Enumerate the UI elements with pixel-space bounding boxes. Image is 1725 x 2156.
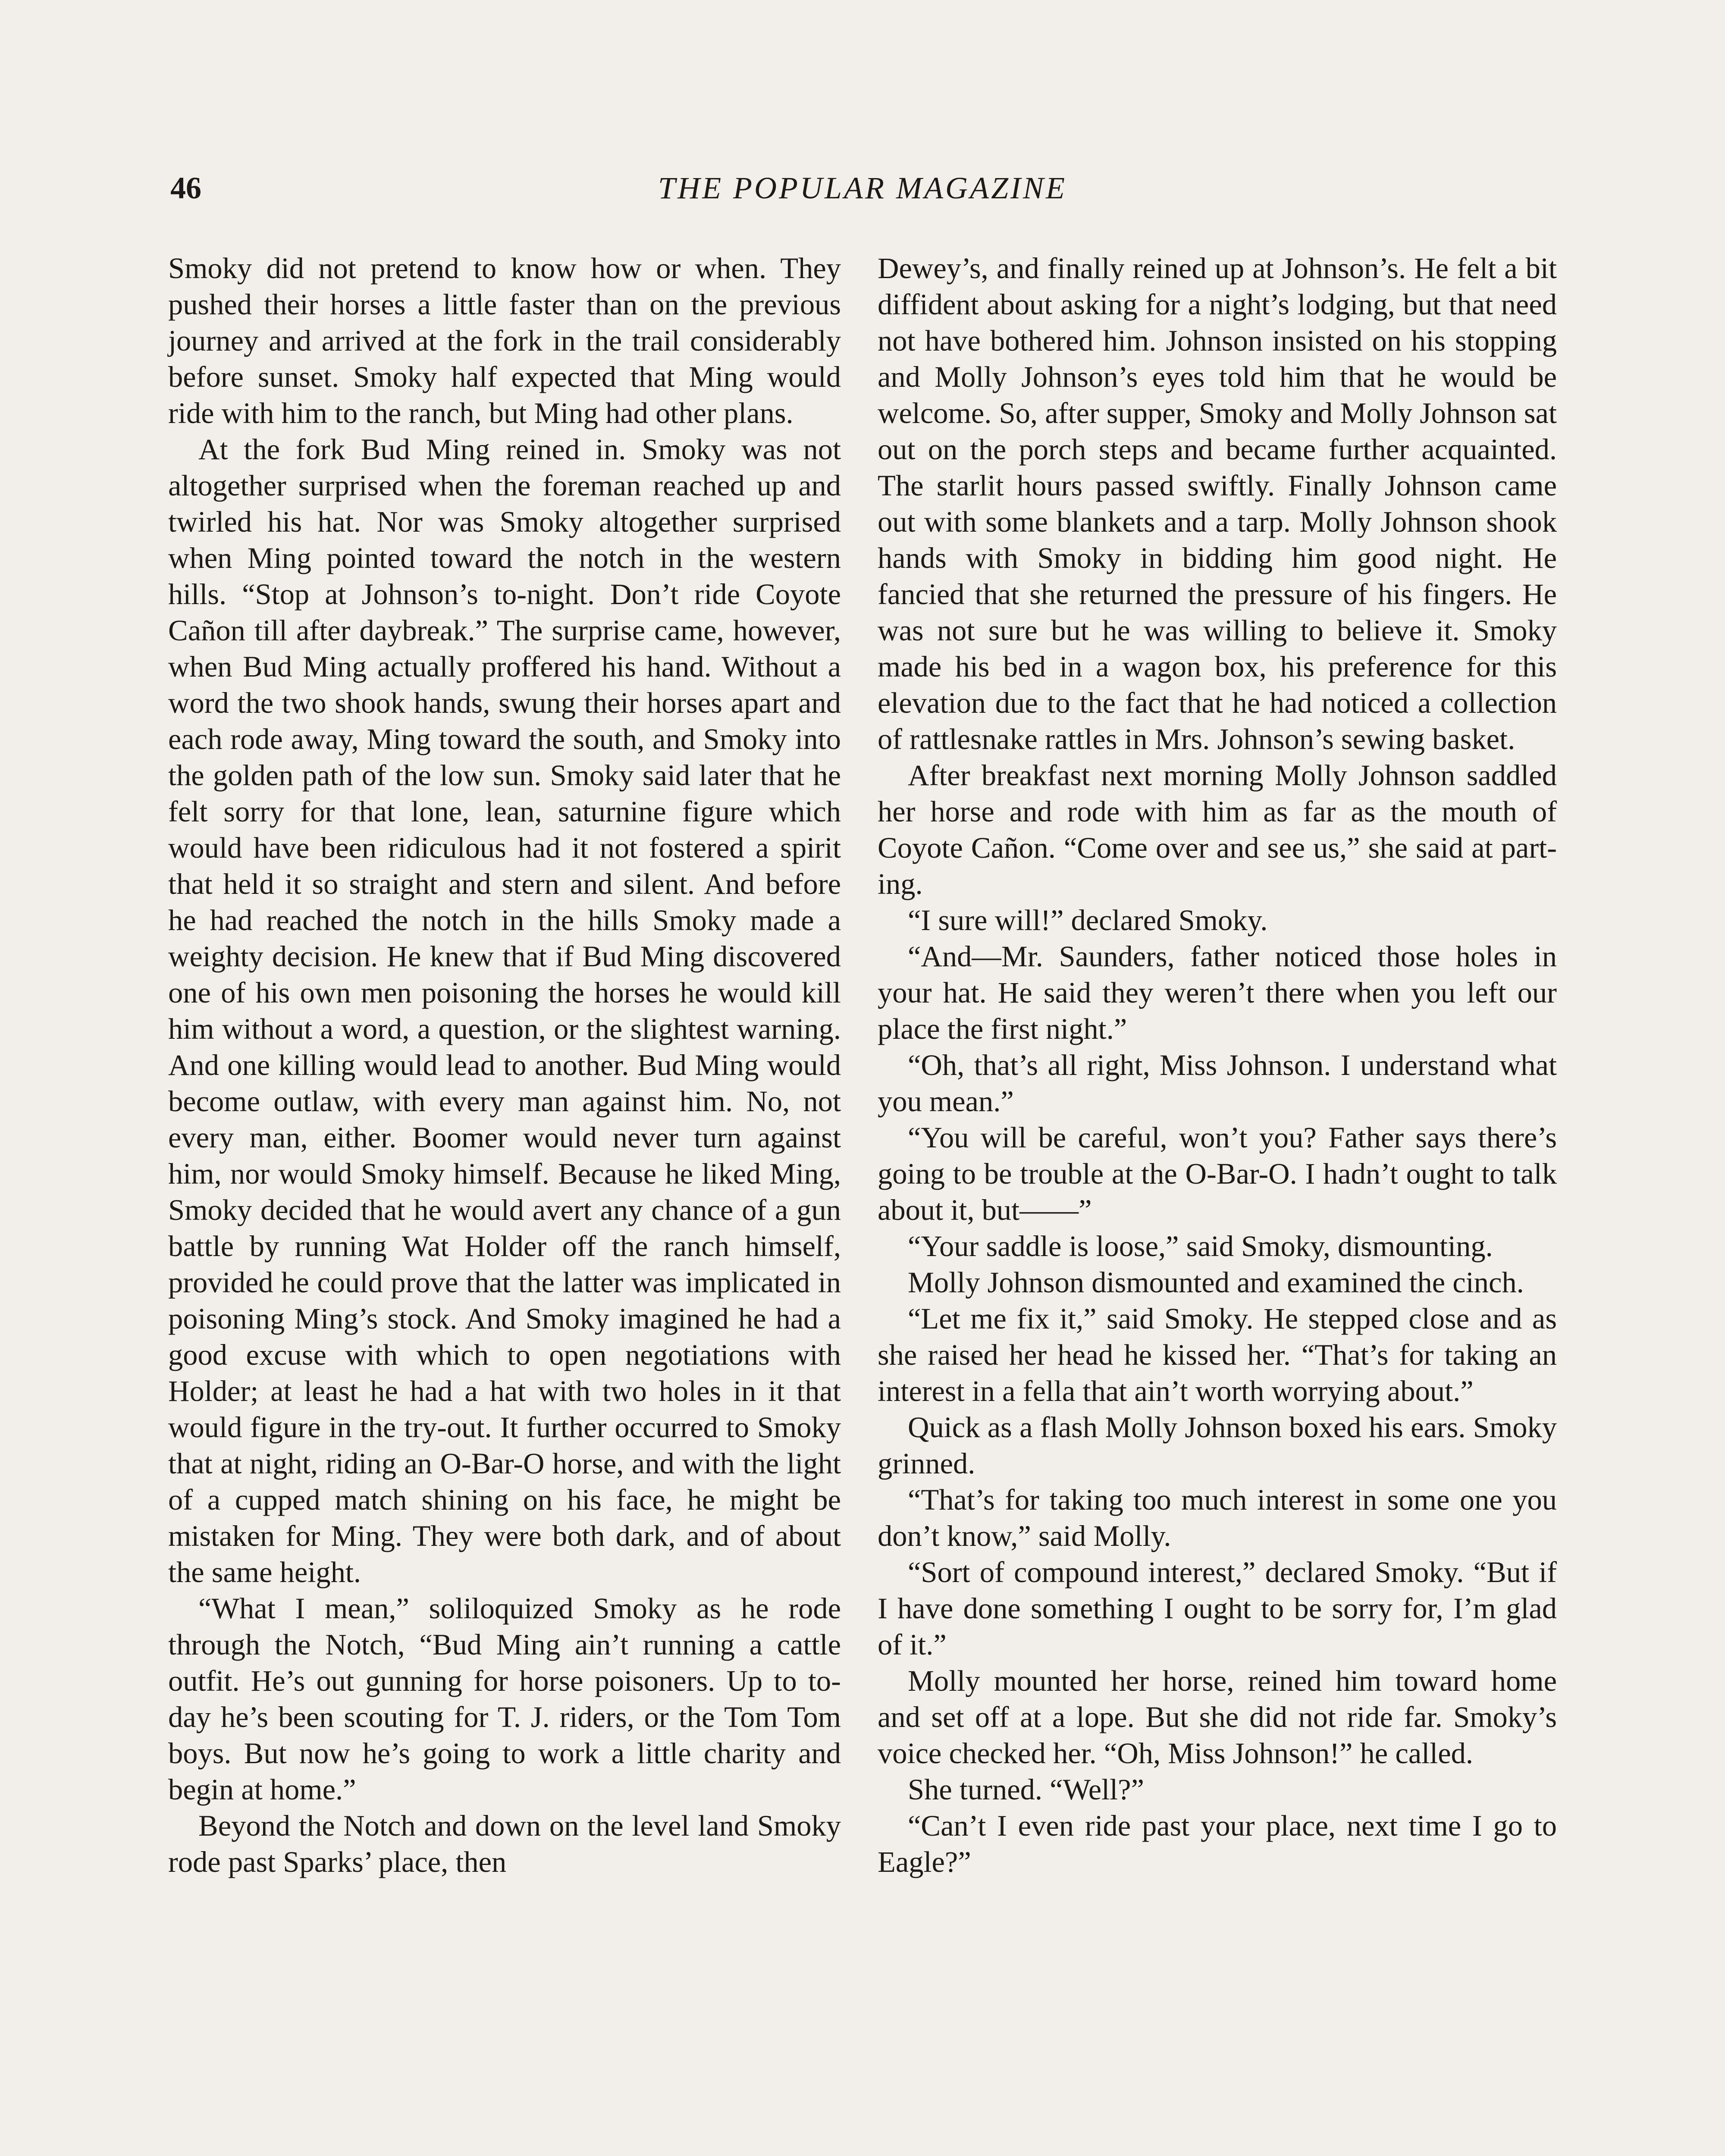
paragraph: At the fork Bud Ming reined in. Smoky was not altogether surprised when the foreman reached up and twirled his hat. Nor was Smoky altogether surprised when Ming pointed toward the notch in the western hills. “Stop at Johnson’s to-night. Don’t ride Coyote Cañon till after daybreak.” The surprise came, however, when Bud Ming actually proffered his hand. Without a word the two shook hands, swung their horses apart and each rode away, Ming toward the south, and Smoky into the golden path of the low sun. Smoky said later that he felt sorry for that lone, lean, saturnine figure which would have been ridiculous had it not fostered a spirit that held it so straight and stern and silent. And before he had reached the notch in the hills Smoky made a weighty decision. He knew that if Bud Ming discovered one of his own men poisoning the horses he would kill him without a word, a question, or the slightest warning. And one killing would lead to another. Bud Ming would become outlaw, with every man against him. No, not every man, either. Boomer would never turn against him, nor would Smoky himself. Because he liked Ming, Smoky decided that he would avert any chance of a gun battle by running Wat Holder off the ranch himself, provided he could prove that the latter was implicated in poisoning Ming’s stock. And Smoky imagined he had a good excuse with which to open negotiations with Holder; at least he had a hat with two holes in it that would figure in the try-out. It further occurred to Smoky that at night, riding an O-Bar-O horse, and with the light of a cupped match shining on his face, he might be mistaken for Ming. They were both dark, and of about the same height. <box>168 433 841 1589</box>
running-head: THE POPULAR MAGAZINE <box>658 171 1067 205</box>
paragraph: Molly Johnson dismounted and examined the cinch. <box>908 1266 1524 1299</box>
paragraph: “Sort of compound interest,” declared Smoky. “But if I have done something I ought to be sorry for, I’m glad of it.” <box>878 1556 1557 1661</box>
paragraph: “I sure will!” declared Smoky. <box>908 904 1268 937</box>
paragraph: “You will be careful, won’t you? Father says there’s going to be trouble at the O-Bar-O. I hadn’t ought to talk about it, but——” <box>878 1121 1557 1226</box>
paragraph: Dewey’s, and finally reined up at Johnson’s. He felt a bit diffident about asking for a night’s lodging, but that need not have bothered him. Johnson insisted on his stopping and Molly Johnson’s eyes told him that he would be welcome. So, after supper, Smoky and Molly Johnson sat out on the porch steps and became further acquainted. The starlit hours passed swiftly. Finally Johnson came out with some blankets and a tarp. Molly Johnson shook hands with Smoky in bidding him good night. He fancied that she returned the pressure of his fingers. He was not sure but he was willing to believe it. Smoky made his bed in a wagon box, his preference for this elevation due to the fact that he had noticed a collection of rattlesnake rattles in Mrs. Johnson’s sewing basket. <box>878 252 1557 755</box>
left-column <box>168 250 841 1880</box>
paragraph: Quick as a flash Molly Johnson boxed his ears. Smoky grinned. <box>878 1411 1557 1480</box>
paragraph: Beyond the Notch and down on the level land Smoky rode past Sparks’ place, then <box>168 1809 841 1878</box>
paragraph: “Oh, that’s all right, Miss Johnson. I understand what you mean.” <box>878 1049 1557 1118</box>
paragraph: “Your saddle is loose,” said Smoky, dismounting. <box>908 1230 1493 1263</box>
paragraph: Smoky did not pretend to know how or when. They pushed their horses a little faster than on the previous journey and arrived at the fork in the trail considerably before sunset. Smoky half expected that Ming would ride with him to the ranch, but Ming had other plans. <box>168 252 841 429</box>
paragraph: “Let me fix it,” said Smoky. He stepped close and as she raised her head he kissed her. “That’s for taking an interest in a fella that ain’t worth worrying about.” <box>878 1302 1557 1407</box>
paragraph: She turned. “Well?” <box>908 1773 1144 1806</box>
paragraph: “What I mean,” soliloquized Smoky as he rode through the Notch, “Bud Ming ain’t running a cattle outfit. He’s out gunning for horse poisoners. Up to to-day he’s been scouting for T. J. riders, or the Tom Tom boys. But now he’s going to work a little charity and begin at home.” <box>168 1592 841 1806</box>
paragraph: “Can’t I even ride past your place, next time I go to Eagle?” <box>878 1809 1557 1878</box>
paragraph: “That’s for taking too much interest in some one you don’t know,” said Molly. <box>878 1483 1557 1552</box>
paragraph: “And—Mr. Saunders, father noticed those holes in your hat. He said they weren’t there when you left our place the first night.” <box>878 940 1557 1045</box>
page-number: 46 <box>170 171 201 205</box>
paragraph: Molly mounted her horse, reined him toward home and set off at a lope. But she did not ride far. Smoky’s voice checked her. “Oh, Miss Johnson!” he called. <box>878 1664 1557 1770</box>
right-column <box>878 250 1557 1880</box>
paragraph: After breakfast next morning Molly Johnson saddled her horse and rode with him as far as the mouth of Coyote Cañon. “Come over and see us,” she said at parting. <box>878 759 1557 900</box>
